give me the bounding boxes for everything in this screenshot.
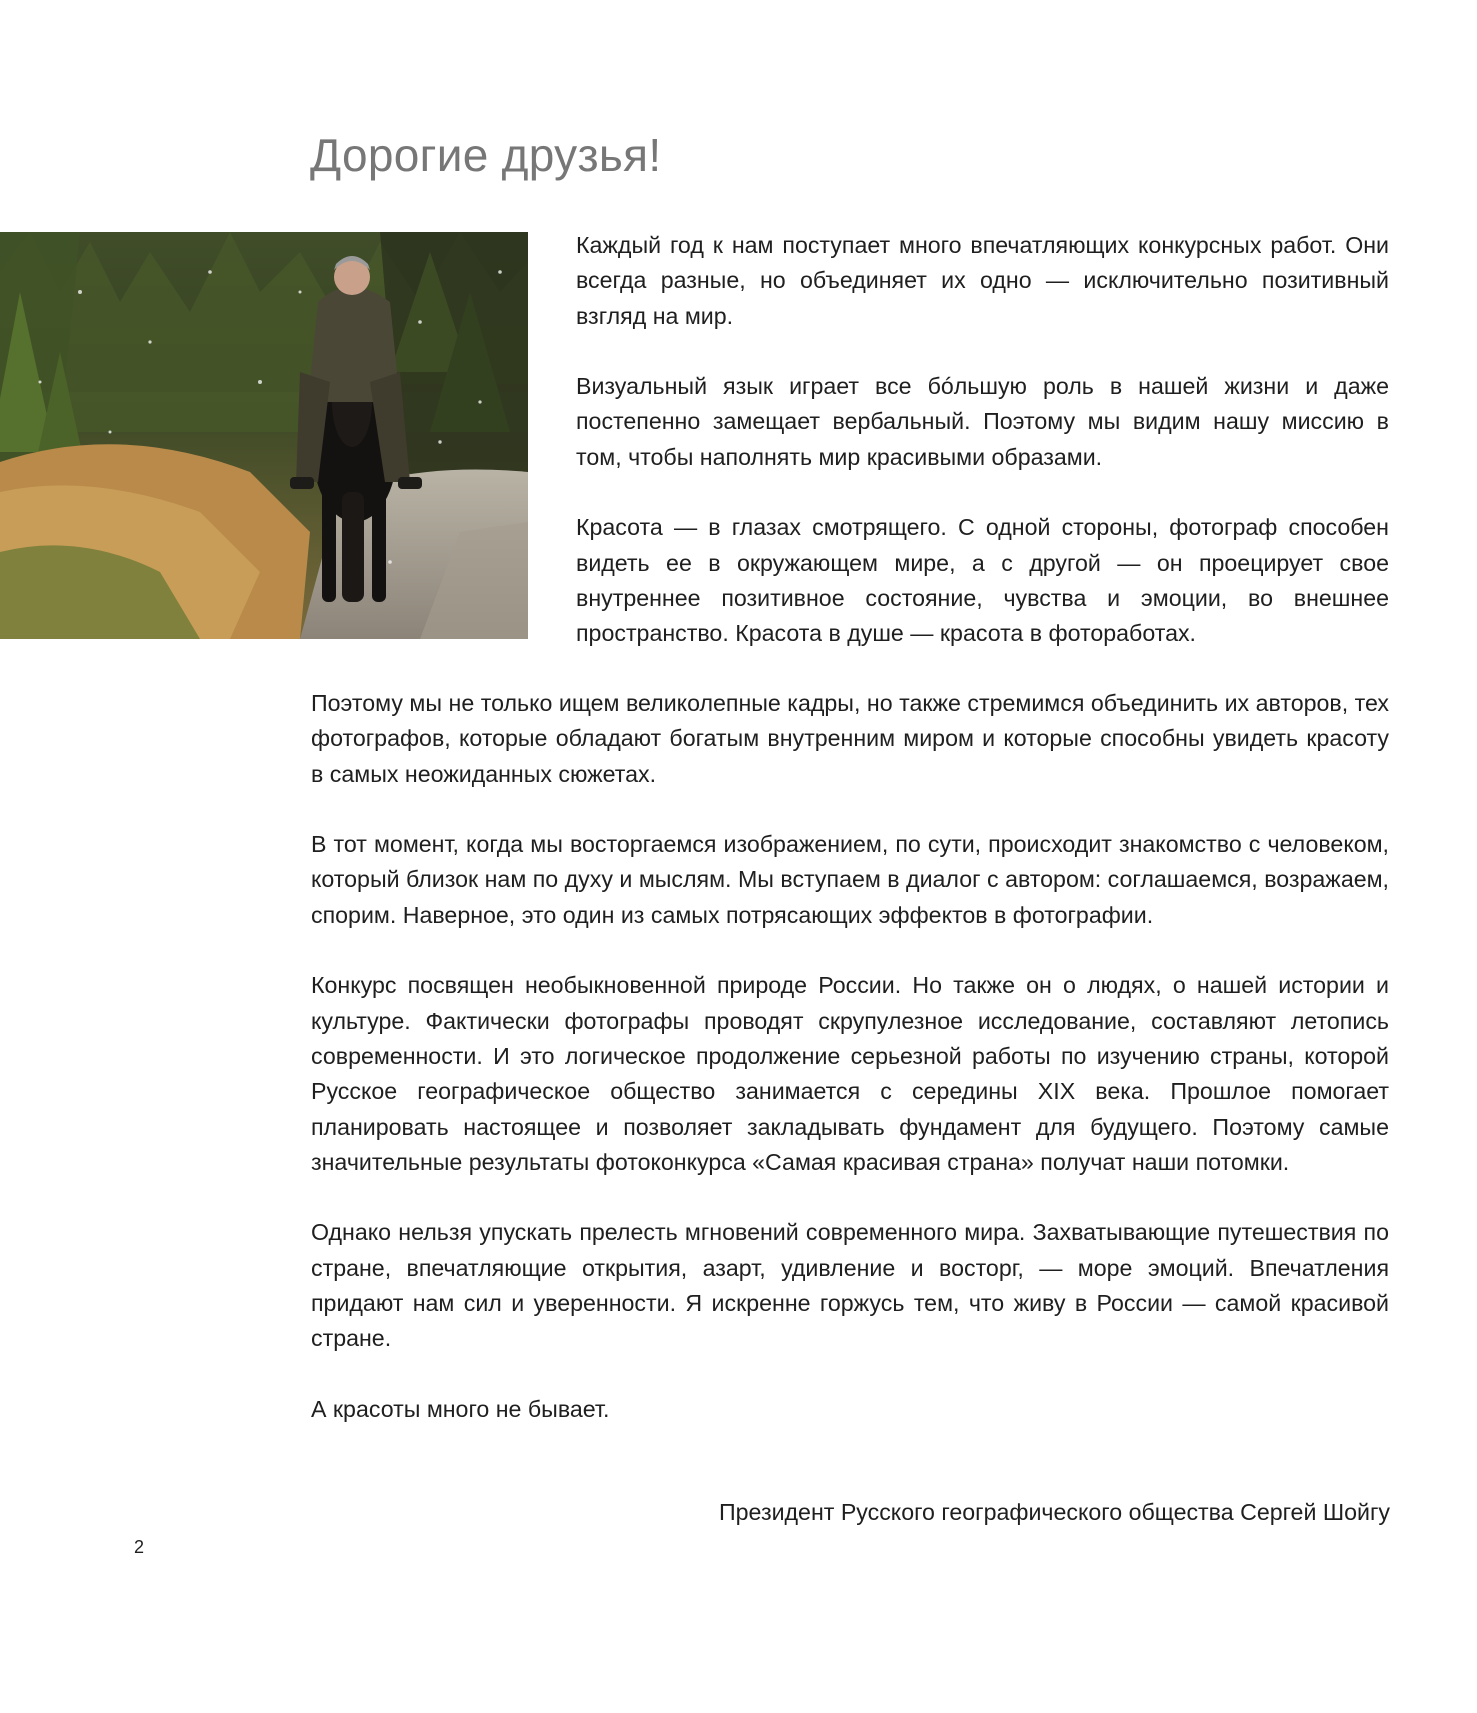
intro-text-column [576,228,1389,652]
page-number: 2 [134,1537,145,1557]
paragraph: Каждый год к нам поступает много впечатляющих конкурсных работ. Они всегда разные, но объединяет их одно — исключительно позитивный взгляд на мир. [576,232,1389,329]
paragraph: Поэтому мы не только ищем великолепные кадры, но также стремимся объединить их авторов, тех фотографов, которые обладают богатым внутренним миром и которые способны увидеть красоту в самых неожиданных сюжетах. [311,690,1389,787]
paragraph: Конкурс посвящен необыкновенной природе России. Но также он о людях, о нашей истории и культуре. Фактически фотографы проводят скрупулезное исследование, составляют летопись современности. И это логическое продолжение серьезной работы по изучению страны, которой Русское географическое общество занимается с середины XIX века. Прошлое помогает планировать настоящее и позволяет закладывать фундамент для будущего. Поэтому самые значительные результаты фотоконкурса «Самая красивая страна» получат наши потомки. [311,972,1389,1175]
paragraph: В тот момент, когда мы восторгаемся изображением, по сути, происходит знакомство с человеком, который близок нам по духу и мыслям. Мы вступаем в диалог с автором: соглашаемся, возражаем, спорим. Наверное, это один из самых потрясающих эффектов в фотографии. [311,831,1389,928]
photo-horse-rider [0,232,528,639]
closing-line: А красоты много не бывает. [311,1395,610,1422]
paragraph: Однако нельзя упускать прелесть мгновений современного мира. Захватывающие путешествия по стране, впечатляющие открытия, азарт, удивление и восторг, — море эмоций. Впечатления придают нам сил и уверенности. Я искренне горжусь тем, что живу в России — самой красивой стране. [311,1219,1389,1352]
signature: Президент Русского географического общества Сергей Шойгу [719,1499,1390,1525]
page-title: Дорогие друзья! [310,129,662,181]
paragraph: Красота — в глазах смотрящего. С одной стороны, фотограф способен видеть ее в окружающем мире, а с другой — он проецирует свое внутреннее позитивное состояние, чувства и эмоции, во внешнее пространство. Красота в душе — красота в фотоработах. [576,514,1389,647]
paragraph: Визуальный язык играет все бóльшую роль в нашей жизни и даже постепенно замещает вербальный. Поэтому мы видим нашу миссию в том, чтобы наполнять мир красивыми образами. [576,373,1389,470]
main-text-column [311,686,1389,1427]
